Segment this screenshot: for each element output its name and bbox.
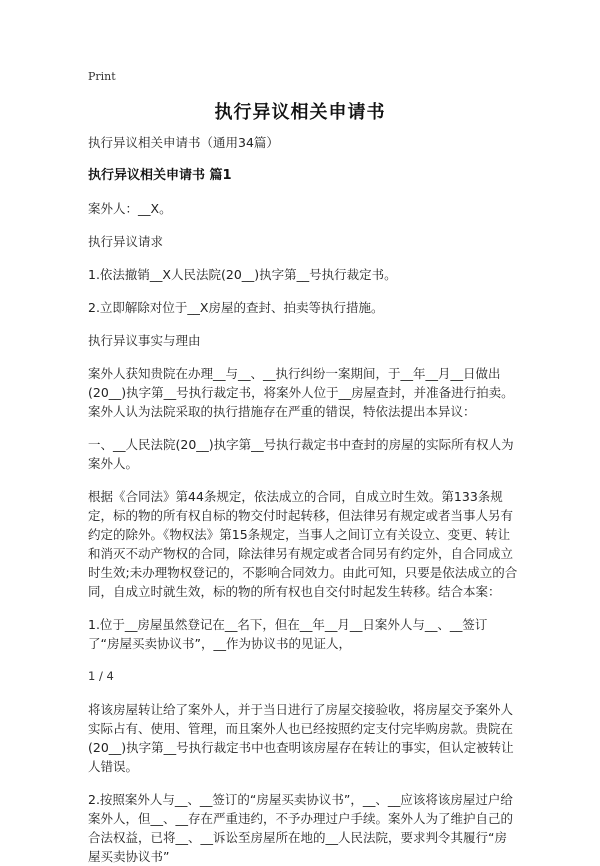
paragraph: 一、__人民法院(20__)执字第__号执行裁定书中查封的房屋的实际所有权人为案外人。 [88,437,514,471]
paragraph: 案外人：__X。 [88,201,172,216]
paragraph: 1.依法撤销__X人民法院(20__)执字第__号执行裁定书。 [88,267,397,282]
doc-subtitle: 执行异议相关申请书（通用34篇） [88,135,279,150]
print-label: Print [88,70,116,83]
paragraph: 1.位于__房屋虽然登记在__名下，但在__年__月__日案外人与__、__签订了“房屋买卖协议书”，__作为协议书的见证人， [88,617,488,651]
paragraph: 执行异议事实与理由 [88,333,201,348]
paragraph: 将该房屋转让给了案外人，并于当日进行了房屋交接验收，将房屋交予案外人实际占有、使用、管理，而且案外人也已经按照约定支付完毕购房款。贵院在(20__)执字第__号执行裁定书中也查明该房屋存在转让的事实，但认定被转让人错误。 [88,702,514,774]
page-number: 1 / 4 [88,669,114,683]
section-heading: 执行异议相关申请书 篇1 [88,168,232,183]
paragraph: 2.按照案外人与__、__签订的“房屋买卖协议书”，__、__应该将该房屋过户给案外人，但__、__存在严重违约，不予办理过户手续。案外人为了维护自己的合法权益，已将__、__诉讼至房屋所在地的__人民法院，要求判令其履行“房屋买卖协议书” [88,792,514,864]
document-body [88,133,518,866]
page-title: 执行异议相关申请书 [214,102,386,123]
paragraph: 案外人获知贵院在办理__与__、__执行纠纷一案期间，于__年__月__日做出(20__)执字第__号执行裁定书，将案外人位于__房屋查封，并准备进行拍卖。案外人认为法院采取的执行措施存在严重的错误，特依法提出本异议： [88,366,514,419]
paragraph: 根据《合同法》第44条规定，依法成立的合同，自成立时生效。第133条规定，标的物的所有权自标的物交付时起转移，但法律另有规定或者当事人另有约定的除外。《物权法》第15条规定，当事人之间订立有关设立、变更、转让和消灭不动产物权的合同，除法律另有规定或者合同另有约定外，自合同成立时生效;未办理物权登记的，不影响合同效力。由此可知，只要是依法成立的合同，自成立时就生效，标的物的所有权也自交付时起发生转移。结合本案： [88,489,518,599]
paragraph: 执行异议请求 [88,234,164,249]
paragraph: 2.立即解除对位于__X房屋的查封、拍卖等执行措施。 [88,300,384,315]
